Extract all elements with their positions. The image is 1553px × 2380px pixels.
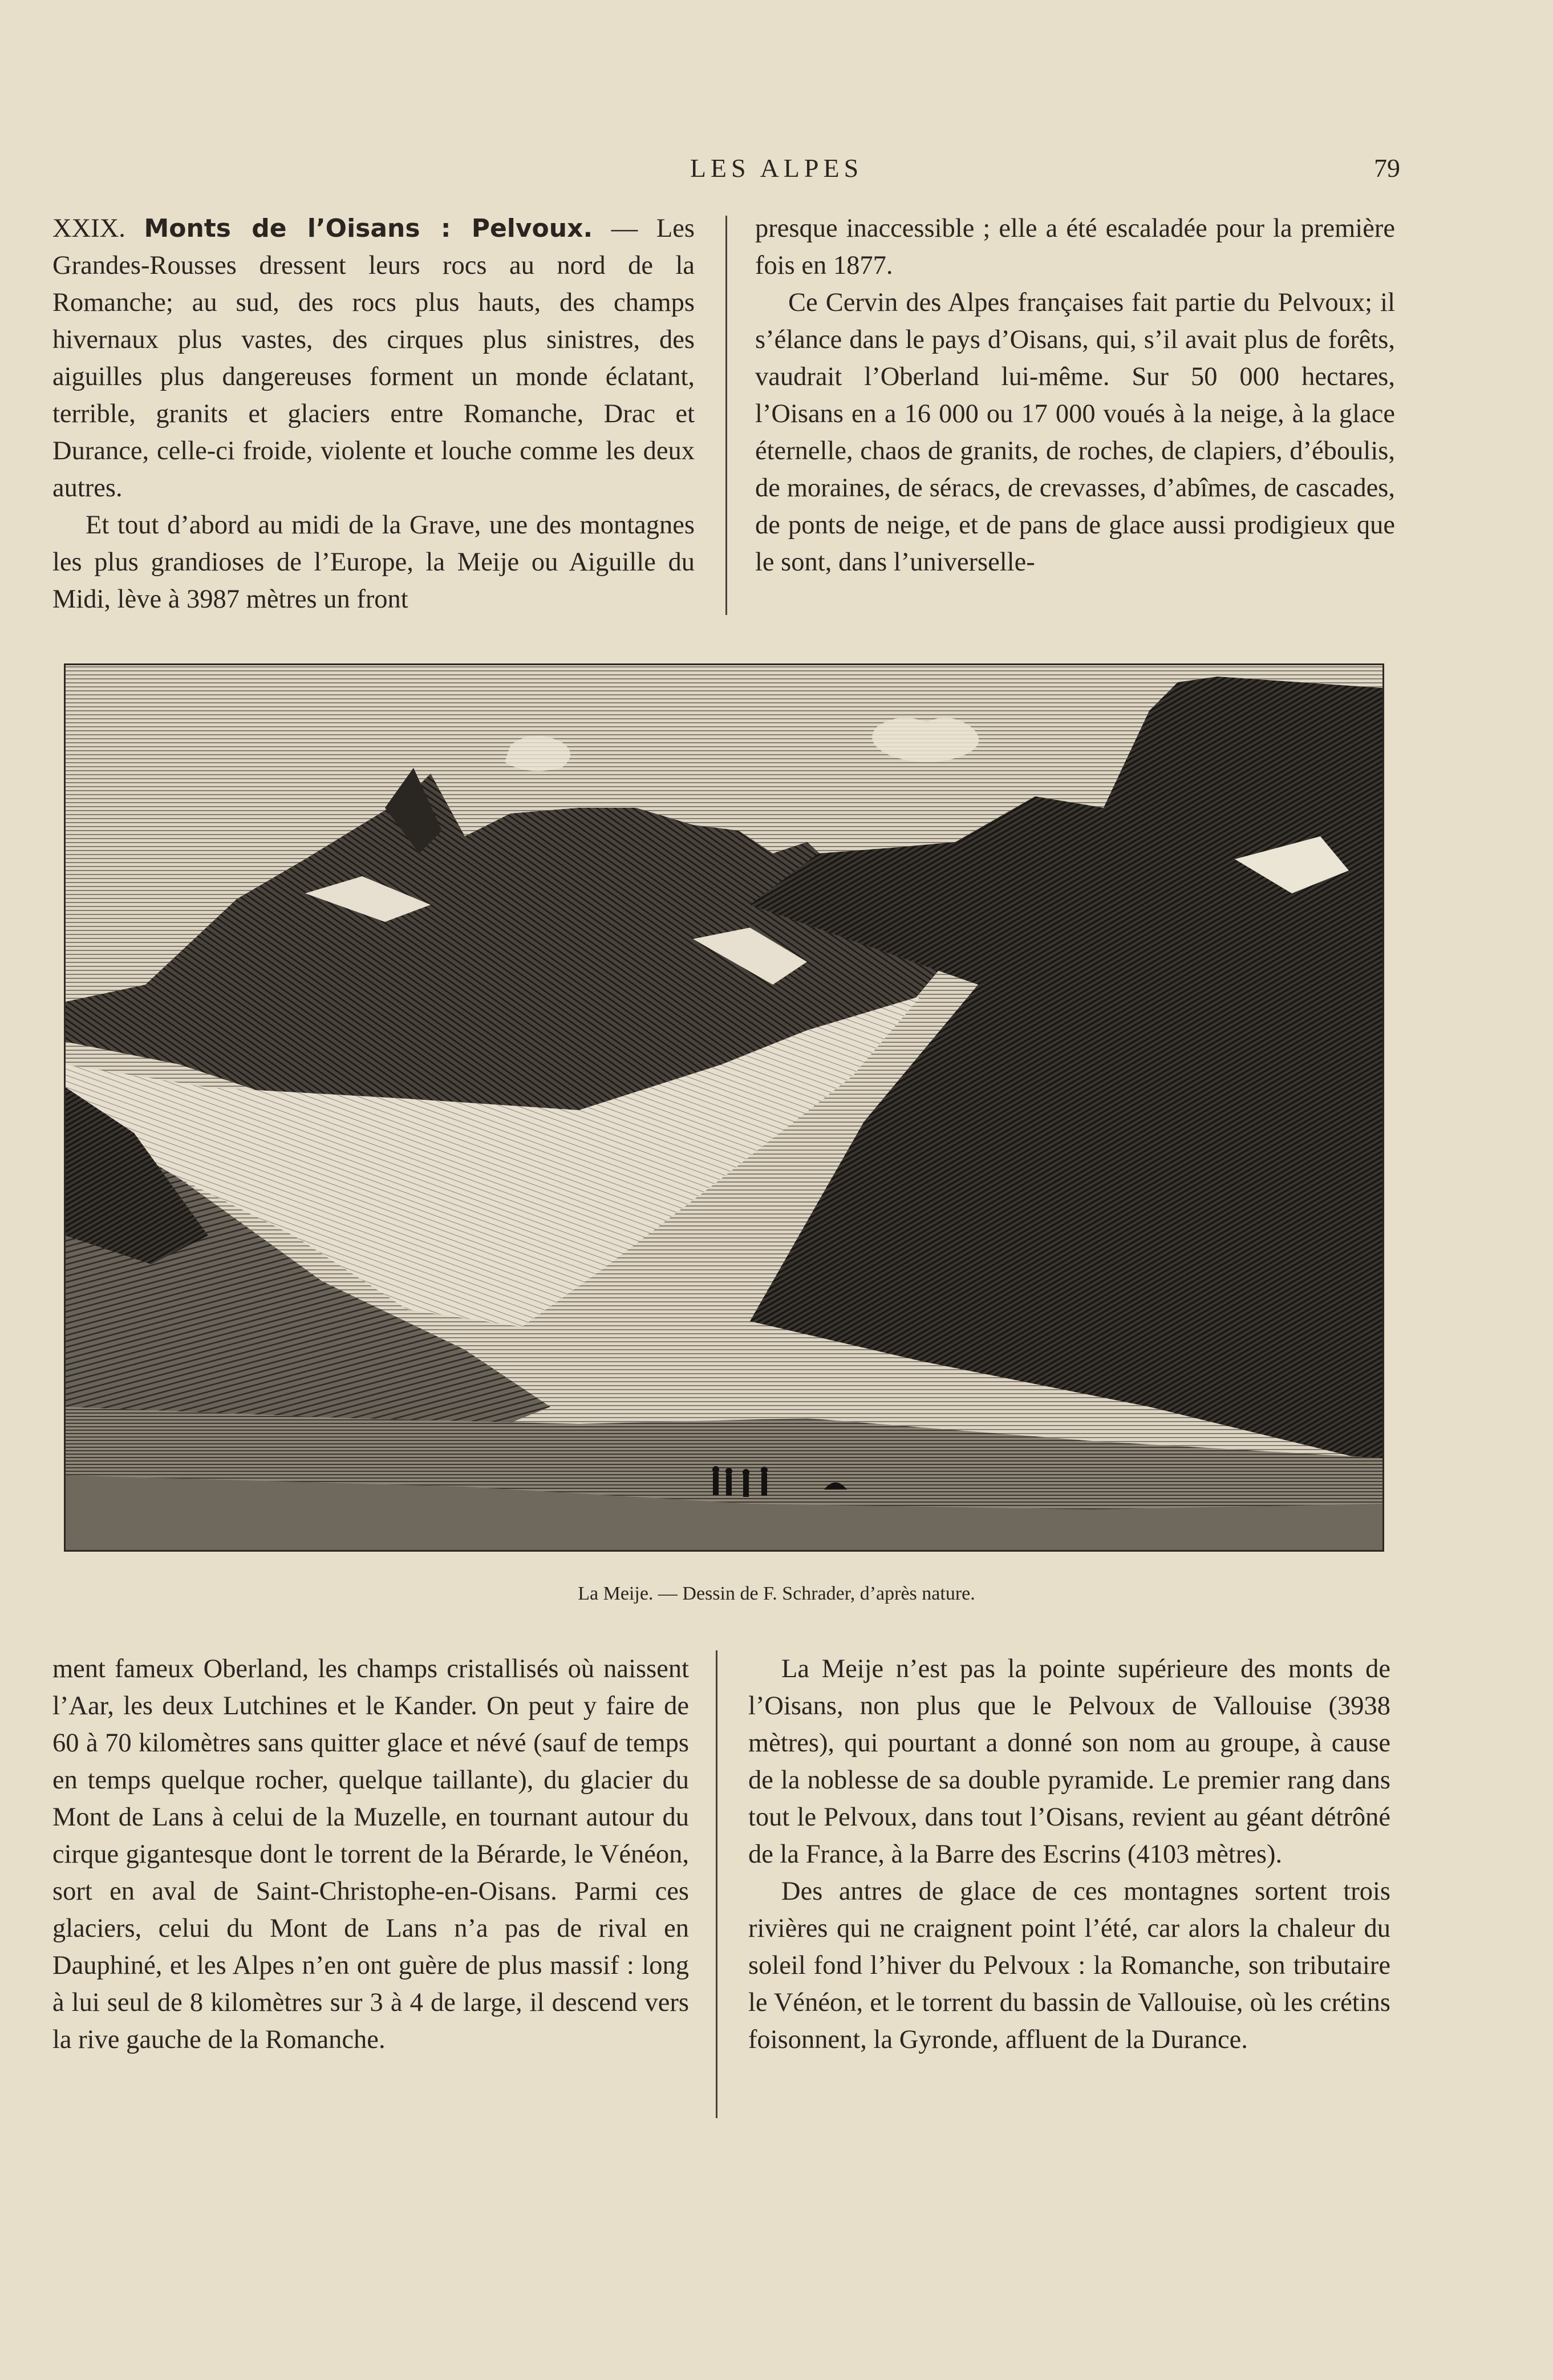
column-rule-top bbox=[725, 216, 727, 615]
paragraph: Des antres de glace de ces montagnes sortent trois rivières qui ne craignent point l’été, car alors la chaleur du soleil fond l’hiver du Pelvoux : la Romanche, son tributaire le Vénéon, et le torrent du bassin de Vallouise, où les crétins foisonnent, la Gyronde, affluent de la Durance. bbox=[748, 1877, 1390, 2054]
mountain-illustration bbox=[66, 665, 1382, 1550]
page-number: 79 bbox=[1374, 153, 1400, 183]
paragraph: Ce Cervin des Alpes françaises fait partie du Pelvoux; il s’élance dans le pays d’Oisans, qui, s’il avait plus de forêts, vaudrait l’Oberland lui-même. Sur 50 000 hectares, l’Oisans en a 16 000 ou 17 000 voués à la neige, à la glace éternelle, chaos de granits, de roches, de clapiers, d’éboulis, de moraines, de séracs, de crevasses, d’abîmes, de cascades, de ponts de neige, et de pans de glace aussi prodigieux que le sont, dans l’universelle- bbox=[755, 288, 1395, 577]
column-bottom-right bbox=[748, 1650, 1390, 2058]
paragraph-text: Les Grandes-Rousses dressent leurs rocs au nord de la Romanche; au sud, des rocs plus hauts, des champs hivernaux plus vastes, des cirques plus sinistres, des aiguilles plus dangereuses forment un monde éclatant, terrible, granits et glaciers entre Romanche, Drac et Durance, celle-ci froide, violente et louche comme les deux autres. bbox=[52, 214, 695, 503]
paragraph: ment fameux Oberland, les champs cristallisés où naissent l’Aar, les deux Lutchines et le Kander. On peut y faire de 60 à 70 kilomètres sans quitter glace et névé (sauf de temps en temps quelque rocher, quelque taillante), du glacier du Mont de Lans à celui de la Muzelle, en tournant autour du cirque gigantesque dont le torrent de la Bérarde, le Vénéon, sort en aval de Saint-Christophe-en-Oisans. Parmi ces glaciers, celui du Mont de Lans n’a pas de rival en Dauphiné, et les Alpes n’en ont guère de plus massif : long à lui seul de 8 kilomètres sur 3 à 4 de large, il descend vers la rive gauche de la Romanche. bbox=[52, 1654, 689, 2054]
section-dash: — bbox=[593, 214, 656, 243]
paragraph: Et tout d’abord au midi de la Grave, une des montagnes les plus grandioses de l’Europe, la Meije ou Aiguille du Midi, lève à 3987 mètres un front bbox=[52, 511, 695, 614]
column-bottom-left bbox=[52, 1650, 689, 2058]
section-title: Monts de l’Oisans : Pelvoux. bbox=[144, 214, 593, 243]
engraving-la-meije bbox=[64, 663, 1384, 1552]
section-number: XXIX. bbox=[52, 214, 125, 243]
section-paragraph-1 bbox=[52, 210, 695, 507]
column-rule-bottom bbox=[716, 1650, 717, 2118]
paragraph: La Meije n’est pas la pointe supérieure des monts de l’Oisans, non plus que le Pelvoux de Vallouise (3938 mètres), qui pourtant a donné son nom au groupe, à cause de la noblesse de sa double pyramide. Le premier rang dans tout le Pelvoux, dans tout l’Oisans, revient au géant détrôné de la France, à la Barre des Escrins (4103 mètres). bbox=[748, 1654, 1390, 1869]
paragraph: presque inaccessible ; elle a été escaladée pour la première fois en 1877. bbox=[755, 214, 1395, 280]
column-top-right bbox=[755, 210, 1395, 581]
figure-caption: La Meije. — Dessin de F. Schrader, d’après nature. bbox=[578, 1583, 975, 1604]
column-top-left bbox=[52, 210, 695, 618]
running-title: LES ALPES bbox=[690, 153, 863, 183]
